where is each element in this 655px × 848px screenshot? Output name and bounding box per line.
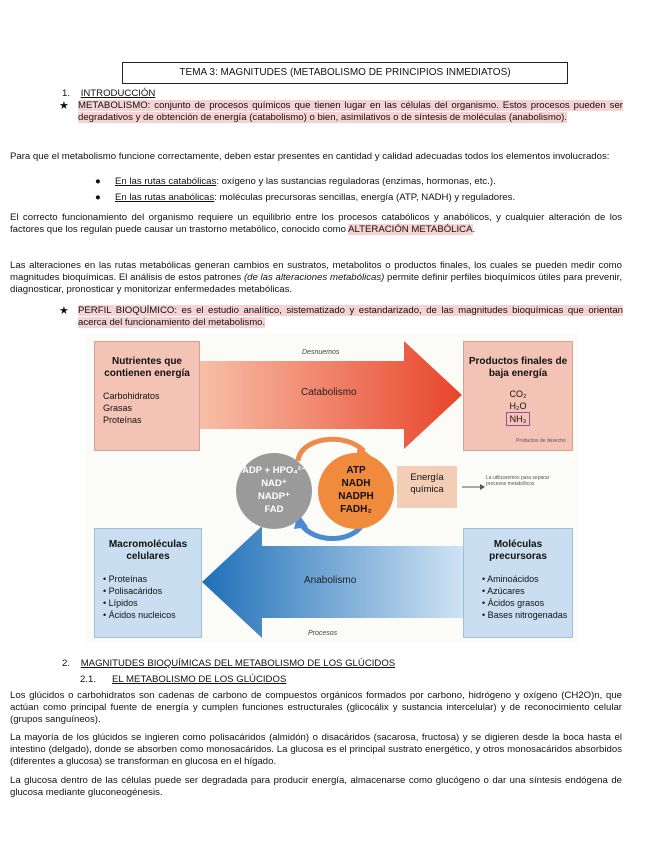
star-icon: ★ bbox=[59, 305, 69, 317]
bullet-catabolic bbox=[95, 176, 496, 188]
product-item: H₂O bbox=[509, 401, 527, 411]
section-2-title: MAGNITUDES BIOQUÍMICAS DEL METABOLISMO DE LOS GLÚCIDOS bbox=[80, 658, 396, 669]
macro-item: • Ácidos nucleicos bbox=[103, 610, 176, 620]
section-2-heading bbox=[62, 658, 395, 670]
corner-note: Productos de desecho bbox=[516, 438, 566, 444]
paragraph-equilibrium bbox=[10, 212, 622, 236]
bullet-catabolic-text: : oxígeno y las sustancias reguladoras (enzimas, hormonas, etc.). bbox=[216, 176, 496, 187]
bullet-dot-icon: ● bbox=[95, 176, 101, 187]
products-list bbox=[464, 388, 572, 426]
energy-handwritten-note: La utilizaremos para separar procesos metabólicos bbox=[486, 475, 550, 487]
paragraph-alterations bbox=[10, 260, 622, 297]
grey-circle-item: NADP⁺ bbox=[258, 491, 290, 502]
bullet-anabolic bbox=[95, 192, 515, 204]
precursors-box bbox=[463, 528, 573, 638]
products-title: Productos finales de baja energía bbox=[468, 356, 568, 379]
grey-circle-item: NAD⁺ bbox=[261, 478, 287, 489]
precursor-item: • Bases nitrogenadas bbox=[482, 610, 568, 620]
orange-coenzyme-circle bbox=[318, 453, 394, 529]
macro-item: • Proteínas bbox=[103, 574, 148, 584]
nutrient-item: Proteínas bbox=[103, 415, 142, 425]
bullet-anabolic-label: En las rutas anabólicas bbox=[115, 192, 215, 203]
metabolismo-text: METABOLISMO: conjunto de procesos químicos que tienen lugar en las células del organismo. Estos procesos pueden ser degradativos y de obtención de energía (catabolismo) o bien, asimilativos o de síntesis de moléculas (anabolismo). bbox=[78, 100, 623, 124]
precursor-item: • Azúcares bbox=[482, 586, 525, 596]
nutrient-item: Grasas bbox=[103, 403, 133, 413]
orange-circle-item: NADH bbox=[341, 478, 371, 489]
para3-text: Las alteraciones en las rutas metabólicas generan cambios en sustratos, metabolitos o productos finales, los cuales se pueden medir como magnitudes bioquímicas. El análisis de estos patrones bbox=[10, 260, 622, 284]
section-2-1-title: EL METABOLISMO DE LOS GLÚCIDOS bbox=[112, 674, 287, 685]
perfil-text: PERFIL BIOQUÍMICO: es el estudio analítico, sistematizado y estandarizado, de las magnitudes bioquímicas que orientan acerca del funcionamiento del metabolismo. bbox=[78, 305, 623, 329]
precursors-list bbox=[464, 573, 572, 621]
grey-coenzyme-circle bbox=[236, 453, 312, 529]
nutrients-box bbox=[94, 341, 200, 451]
section-2-1-number: 2.1. bbox=[80, 674, 97, 685]
energy-note-arrowhead bbox=[480, 484, 485, 490]
precursor-item: • Ácidos grasos bbox=[482, 598, 545, 608]
top-handwritten-note: Desnuemos bbox=[302, 349, 340, 356]
section-1-title: INTRODUCCIÓN bbox=[80, 88, 156, 99]
section-1-number: 1. bbox=[62, 88, 71, 99]
nutrients-title: Nutrientes que contienen energía bbox=[104, 356, 190, 379]
para3-end: permite definir perfiles bioquímicos útiles para prevenir, diagnosticar, pronosticar y monitorizar enfermedades metabólicas. bbox=[10, 272, 622, 296]
page-title: TEMA 3: MAGNITUDES (METABOLISMO DE PRINCIPIOS INMEDIATOS) bbox=[122, 62, 568, 84]
precursors-title: Moléculas precursoras bbox=[489, 539, 547, 562]
paragraph-glucosa: La glucosa dentro de las células puede ser degradada para producir energía, almacenarse como glucógeno o dar una síntesis endógena de glucosa mediante gluconeogénesis. bbox=[10, 775, 622, 799]
para2-text: El correcto funcionamiento del organismo requiere un equilibrio entre los procesos catabólicos y anabólicos, y cualquier alteración de los factores que los regulan puede causar un trastorno metabólico, conocido como bbox=[10, 212, 622, 236]
products-box bbox=[463, 341, 573, 451]
paragraph-digestion: La mayoría de los glúcidos se ingieren como polisacáridos (almidón) o disacáridos (sacarosa, fructosa) y se digieren desde la boca hasta el intestino (delgado), donde se absorben como monosacáridos. La glucosa es el principal sustrato energético, y otros monosacáridos absorbidos (diferentes a glucosa) se transforman en glucosa en el hígado. bbox=[10, 732, 622, 768]
metabolism-figure bbox=[86, 333, 578, 643]
section-2-1-heading bbox=[80, 674, 286, 686]
paragraph-elements: Para que el metabolismo funcione correctamente, deben estar presentes en cantidad y calidad adecuadas todos los elementos involucrados: bbox=[10, 151, 610, 162]
bullet-catabolic-label: En las rutas catabólicas bbox=[115, 176, 217, 187]
paragraph-glucidos: Los glúcidos o carbohidratos son cadenas de carbono de compuestos orgánicos formados por carbono, hidrógeno y oxígeno (CH2O)n, que actúan como principal fuente de energía y cumplen funciones estructurales (glicocálix y sustancia intercelular) y de reconocimiento celular (grupos sanguíneos). bbox=[10, 690, 622, 726]
catabolism-label: Catabolismo bbox=[301, 387, 357, 398]
section-2-number: 2. bbox=[62, 658, 71, 669]
perfil-definition bbox=[59, 305, 623, 329]
alteracion-metabolica-highlight: ALTERACIÓN METABÓLICA bbox=[348, 224, 473, 236]
bottom-handwritten-note: Procesos bbox=[308, 630, 338, 637]
nutrient-item: Carbohidratos bbox=[103, 391, 160, 401]
macro-item: • Lípidos bbox=[103, 598, 138, 608]
product-item: CO₂ bbox=[509, 389, 527, 399]
orange-circle-item: ATP bbox=[346, 465, 366, 476]
bullet-dot-icon: ● bbox=[95, 192, 101, 203]
para2-end: . bbox=[472, 224, 476, 236]
bullet-anabolic-text: : moléculas precursoras sencillas, energía (ATP, NADH) y reguladores. bbox=[214, 192, 516, 203]
energy-box: Energía química bbox=[397, 466, 457, 508]
macro-list bbox=[95, 573, 201, 621]
orange-circle-item: NADPH bbox=[338, 491, 374, 502]
anabolism-label: Anabolismo bbox=[304, 575, 357, 586]
metabolismo-definition bbox=[59, 100, 623, 124]
precursor-item: • Aminoácidos bbox=[482, 574, 539, 584]
para3-italic: (de las alteraciones metabólicas) bbox=[243, 272, 385, 284]
macro-item: • Polisacáridos bbox=[103, 586, 163, 596]
star-icon: ★ bbox=[59, 100, 69, 112]
macromolecules-box bbox=[94, 528, 202, 638]
macro-title: Macromoléculas celulares bbox=[108, 539, 188, 562]
grey-circle-item: FAD bbox=[264, 504, 284, 515]
section-1-heading bbox=[62, 88, 155, 100]
nutrients-list bbox=[95, 390, 199, 426]
grey-circle-item: ADP + HPO₄²⁻ bbox=[241, 465, 306, 476]
product-item-highlighted: NH₃ bbox=[506, 412, 531, 426]
orange-circle-item: FADH₂ bbox=[340, 504, 372, 515]
